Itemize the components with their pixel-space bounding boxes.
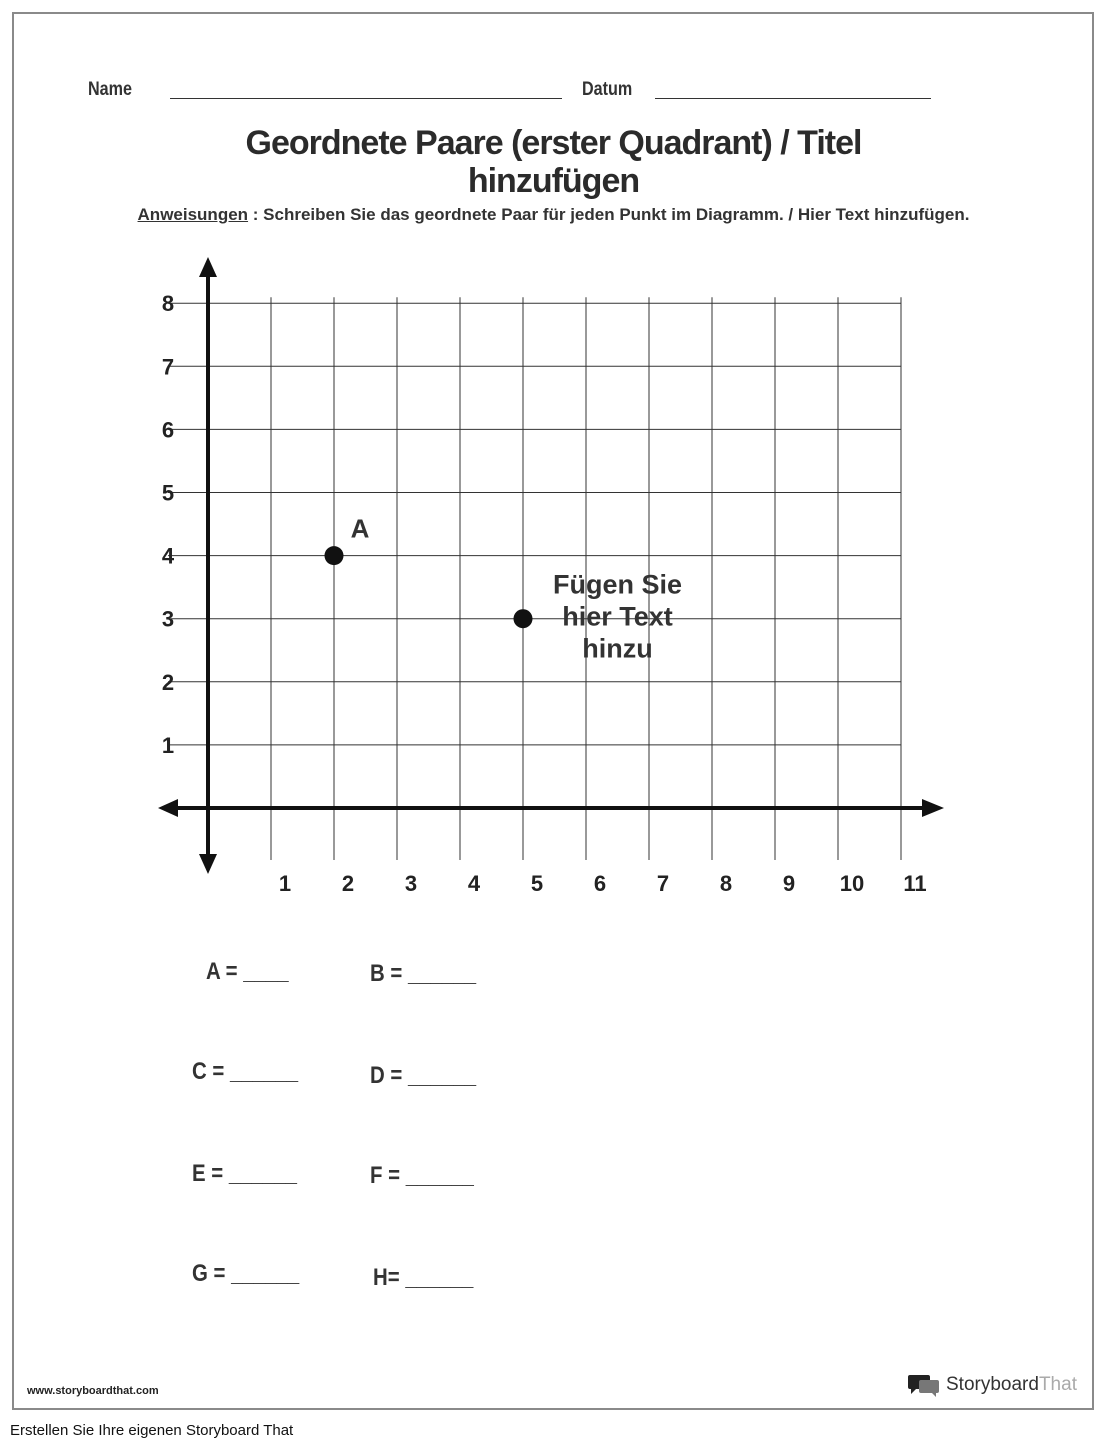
data-points (325, 514, 533, 629)
answer-a[interactable]: A = ____ (206, 958, 289, 985)
x-tick-label: 3 (404, 871, 418, 896)
instructions-text: Schreiben Sie das geordnete Paar für jeden Punkt im Diagramm. / Hier Text hinzufügen. (263, 205, 970, 224)
instructions-label: Anweisungen (137, 205, 249, 224)
y-tick-label: 3 (161, 606, 175, 632)
x-tick-label: 6 (593, 871, 607, 896)
x-tick-label: 9 (782, 871, 796, 896)
annotation-line: Fügen Sie (552, 569, 683, 600)
y-tick-label: 6 (161, 417, 175, 443)
speech-bubbles-icon (908, 1372, 940, 1398)
x-tick-label: 5 (530, 871, 544, 896)
data-point (514, 609, 533, 628)
instructions-separator: : (248, 205, 264, 224)
y-tick-label: 5 (161, 480, 175, 506)
point-label: A (350, 513, 370, 544)
answer-b[interactable]: B = ______ (370, 960, 477, 987)
annotation (553, 569, 682, 663)
x-tick-label: 7 (656, 871, 670, 896)
x-axis-arrow-left (158, 799, 178, 817)
y-tick-label: 4 (161, 543, 175, 569)
answer-g[interactable]: G = ______ (192, 1260, 300, 1287)
date-label: Datum (582, 79, 633, 100)
x-tick-label: 2 (341, 871, 355, 896)
footer-url[interactable]: www.storyboardthat.com (27, 1385, 159, 1397)
x-axis-arrow-right (922, 799, 944, 817)
footer-caption: Erstellen Sie Ihre eigenen Storyboard That (10, 1422, 294, 1439)
brand-light: That (1038, 1374, 1077, 1395)
answer-f[interactable]: F = ______ (370, 1162, 474, 1189)
annotation-line: hinzu (582, 633, 653, 664)
y-tick-label: 2 (161, 669, 175, 695)
axes (158, 257, 944, 874)
x-tick-label: 8 (719, 871, 733, 896)
annotation-line: hier Text (562, 601, 673, 632)
tick-labels (162, 291, 927, 896)
brand-main: Storyboard (946, 1374, 1039, 1395)
x-tick-label: 4 (467, 871, 481, 896)
title-line-2: hinzufügen (467, 162, 640, 200)
answer-h[interactable]: H= ______ (373, 1264, 474, 1291)
y-tick-label: 7 (161, 354, 175, 380)
title-line-1: Geordnete Paare (erster Quadrant) / Titel (245, 124, 862, 162)
y-tick-label: 8 (161, 291, 175, 317)
y-tick-label: 1 (161, 732, 175, 758)
y-axis-arrow-down (199, 854, 217, 874)
x-tick-label: 10 (839, 871, 865, 896)
x-tick-label: 1 (278, 871, 292, 896)
x-tick-label: 11 (903, 871, 927, 896)
storyboardthat-logo[interactable] (908, 1372, 1077, 1398)
grid-lines (168, 297, 901, 860)
answer-d[interactable]: D = ______ (370, 1062, 477, 1089)
data-point (325, 546, 344, 565)
y-axis-arrow-up (199, 257, 217, 277)
answer-c[interactable]: C = ______ (192, 1058, 299, 1085)
name-label: Name (88, 79, 132, 100)
answer-e[interactable]: E = ______ (192, 1160, 297, 1187)
